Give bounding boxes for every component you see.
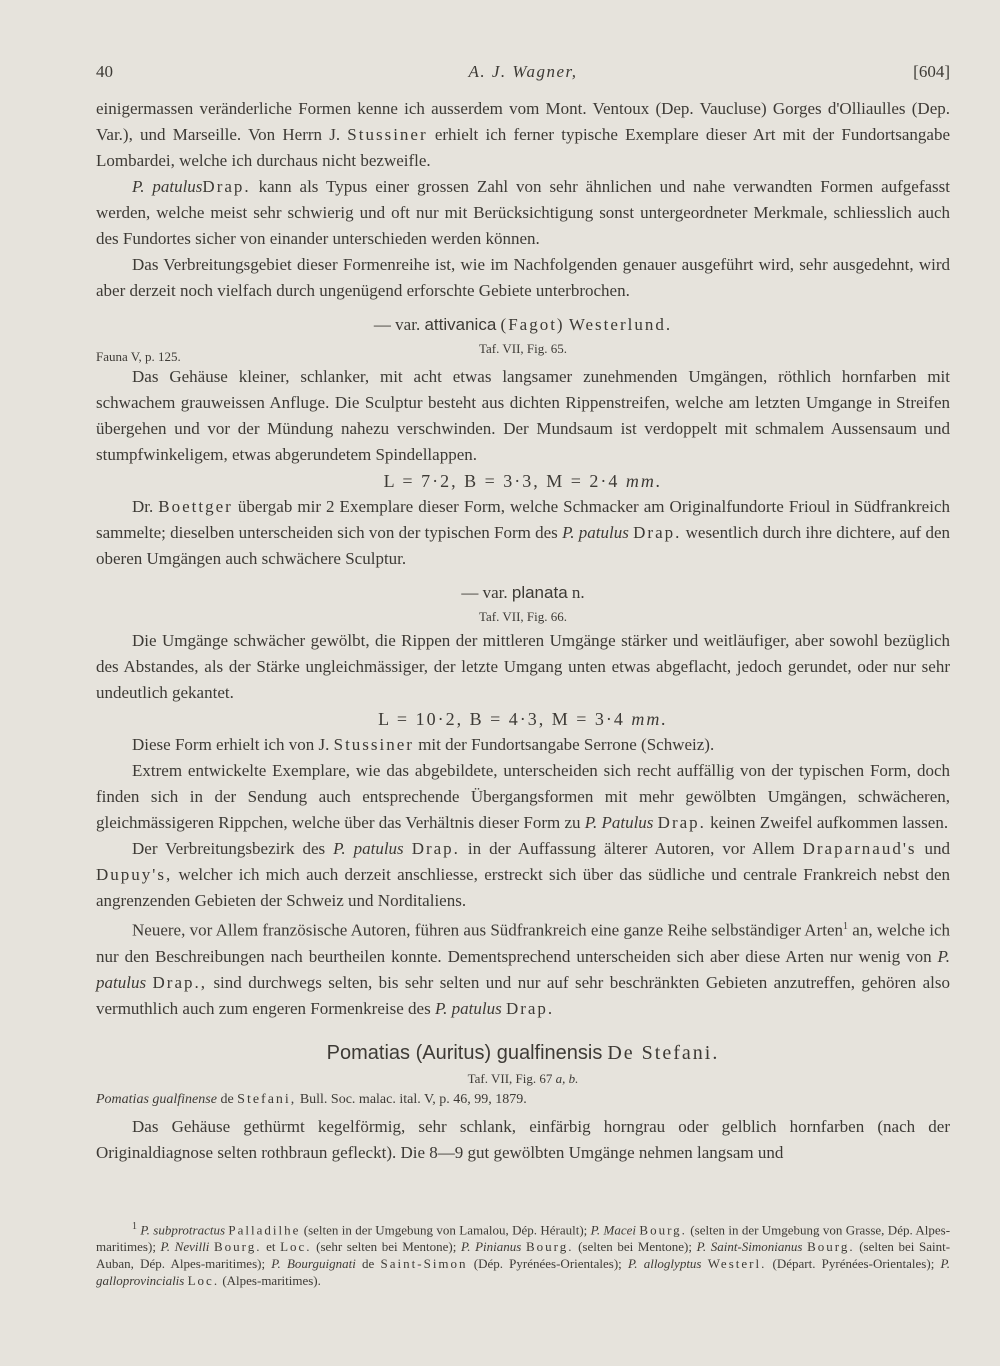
paragraph: Diese Form erhielt ich von J. Stussiner mit der Fundortsangabe Serrone (Schweiz). [132, 735, 715, 754]
footnote-marker: 1 [843, 921, 849, 932]
paragraph: Der Verbreitungsbezirk des P. patulus Drap. in der Auffassung älterer Autoren, vor Allem Draparnaud's und Dupuy's, welcher ich mich auch derzeit anschliesse, erstreckt sich über das südliche und centrale Frankreich nebst den angrenzenden Gebieten der Schweiz und Norditaliens. [96, 839, 951, 910]
plate-reference: Taf. VII, Fig. 66. [478, 609, 568, 624]
page-tag: [604] [913, 62, 950, 81]
plate-reference: Taf. VII, Fig. 67 a, b. [467, 1070, 579, 1086]
paragraph: einigermassen veränderliche Formen kenne ich ausserdem vom Mont. Ventoux (Dep. Vaucluse) Gorges d'Olliaulles (Dep. Var.), und Marseille. Von Herrn J. Stussiner erhielt ich ferner typische Exemplare dieser Art mit der Fundortsangabe Lombardei, welche ich durchaus nicht bezweifle. [96, 99, 951, 170]
paragraph: Das Verbreitungsgebiet dieser Formenreihe ist, wie im Nachfolgenden genauer ausgeführt wird, sehr ausgedehnt, wird aber derzeit noch vielfach durch ungenügend erforschte Gebiete unterbrochen. [96, 255, 950, 300]
variety-heading-planata: — var. planata n. [461, 583, 585, 602]
footnote: $^1$ P. subprotractus Palladilhe (selten in der Umgebung von Lamalou, Dép. Hérault); P. Macei Bourg. (selten in der Umgebung von Grasse, Dép. Alpes-maritimes); P. Nevilli Bourg. et Loc. (sehr selten bei Mentone); P. Pinianus Bourg. (selten bei Mentone); P. Saint-Simonianus Bourg. (selten bei Saint-Auban, Dép. Alpes-maritimes); P. Bourguignati de Saint-Simon (Dép. Pyrénées-Orientales); P. alloglyptus Westerl. (Départ. Pyrénées-Orientales); P. galloprovincialis Loc. (Alpes-maritimes). [96, 1221, 951, 1289]
page-number: 40 [96, 62, 113, 81]
paragraph: Das Gehäuse kleiner, schlanker, mit acht etwas langsamer zunehmenden Umgängen, röthlich hornfarben mit schwachem grauweissen Anfluge. Die Sculptur besteht aus dichten Rippenstreifen, welche am letzten Umgange in Streifen übergehen und vor der Mündung nahezu verschwinden. Der Mundsaum ist verdoppelt mit schmalem Aussensaum und stumpfwinkeligem, etwas abgerundetem Spindellappen. [96, 367, 950, 464]
paragraph: Neuere, vor Allem französische Autoren, führen aus Südfrankreich eine ganze Reihe selbständiger Arten$^1$ an, welche ich nur den Beschreibungen nach beurtheilen konnte. Dementsprechend unterscheiden sich aber diese Arten nur wenig von P. patulus Drap., sind durchwegs selten, bis sehr selten und nur auf sehr beschränkten Gebieten anzutreffen, gehören also vermuthlich auch zum engeren Formenkreise des P. patulus Drap. [96, 920, 951, 1018]
measurements: L = 7·2, B = 3·3, M = 2·4 mm. [383, 471, 663, 491]
footnote-number: 1 [132, 1221, 137, 1232]
paragraph: Die Umgänge schwächer gewölbt, die Rippen der mittleren Umgänge stärker und weitläufiger, aber sowohl bezüglich des Abstandes, als der Stärke ungleichmässiger, der letzte Umgang unten etwas abgeflacht, jedoch gerundet, oder nur sehr undeutlich gekantet. [96, 631, 950, 702]
paragraph: P. patulusDrap. kann als Typus einer grossen Zahl von sehr ähnlichen und nahe verwandten Formen aufgefasst werden, welche meist sehr schwierig und oft nur mit Berücksichtigung sonst untergeordneter Merkmale, schliesslich auch des Fundortes sicher von einander unterschieden werden können. [96, 177, 950, 248]
main-text [96, 96, 950, 1166]
running-head-author: A. J. Wagner, [468, 62, 578, 81]
paragraph: Dr. Boettger übergab mir 2 Exemplare dieser Form, welche Schmacker am Originalfundorte Frioul in Südfrankreich sammelte; dieselben unterscheiden sich von der typischen Form des P. patulus Drap. wesentlich durch ihre dichtere, auf den oberen Umgängen auch schwächere Sculptur. [96, 497, 951, 568]
literature-citation: Fauna V, p. 125. [96, 349, 181, 364]
running-header [96, 62, 950, 88]
measurements: L = 10·2, B = 4·3, M = 3·4 mm. [378, 709, 668, 729]
paragraph: Das Gehäuse gethürmt kegelförmig, sehr schlank, einfärbig horngrau oder gelblich hornfarben (nach der Originaldiagnose selten rothbraun gefleckt). Die 8—9 gut gewölbten Umgänge nehmen langsam und [96, 1116, 950, 1162]
paragraph: Extrem entwickelte Exemplare, wie das abgebildete, unterscheiden sich recht auffällig von der typischen Form, doch finden sich in der Sendung auch entsprechende Übergangsformen mit mehr gewölbten Umgängen, schwächeren, gleichmässigeren Rippchen, welche über das Verhältnis dieser Form zu P. Patulus Drap. keinen Zweifel aufkommen lassen. [96, 761, 950, 832]
plate-reference: Taf. VII, Fig. 65. [478, 341, 568, 356]
literature-citation: Pomatias gualfinense de Stefani, Bull. Soc. malac. ital. V, p. 46, 99, 1879. [96, 1091, 527, 1107]
variety-heading-attivanica: — var. attivanica (Fagot) Westerlund. [373, 315, 673, 334]
species-heading: Pomatias (Auritus) gualfinensis De Stefani. [326, 1041, 720, 1064]
